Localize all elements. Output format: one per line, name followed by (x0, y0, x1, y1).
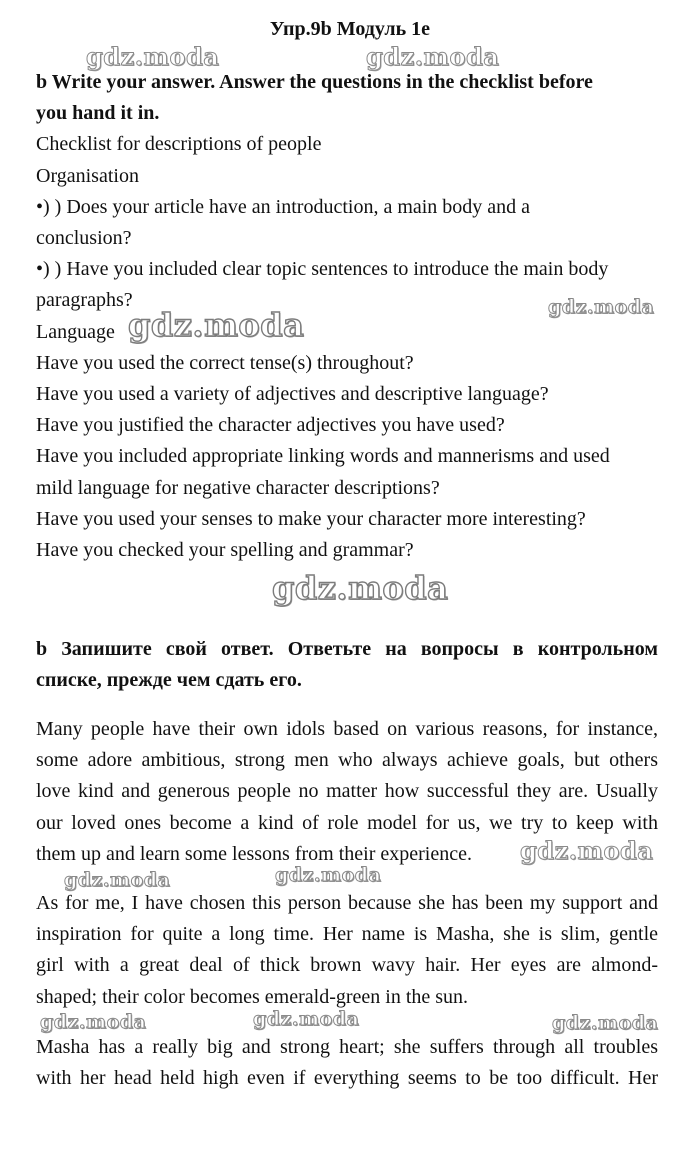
checklist-question: Have you included appropriate linking words and mannerisms and used (36, 445, 610, 468)
watermark: gdz.moda (128, 306, 305, 344)
watermark: gdz.moda (366, 42, 500, 71)
language-label: Language (36, 320, 115, 343)
checklist-title: Checklist for descriptions of people (36, 133, 322, 156)
essay-line: Many people have their own idols based on various reasons, for instance, (36, 718, 658, 740)
checklist-question: Have you used the correct tense(s) throughout? (36, 351, 414, 374)
essay-line: inspiration for quite a long time. Her name is Masha, she is slim, gentle (36, 923, 658, 946)
watermark: gdz.moda (548, 296, 655, 318)
essay-paragraph-2 (36, 888, 658, 1013)
essay-line: shaped; their color becomes emerald-green in the sun. (36, 985, 469, 1008)
watermark: gdz.moda (253, 1008, 360, 1030)
watermark: gdz.moda (520, 836, 654, 865)
essay-line: girl with a great deal of thick brown wavy hair. Her eyes are almond- (36, 954, 658, 977)
essay-line: our loved ones become a kind of role model for us, we try to keep with (36, 811, 658, 834)
russian-section (36, 634, 658, 696)
checklist-question: Have you used a variety of adjectives and descriptive language? (36, 383, 549, 406)
essay-line: Masha has a really big and strong heart; she suffers through all troubles (36, 1036, 658, 1058)
essay-paragraph-3 (36, 1032, 658, 1094)
russian-heading-line-2: списке, прежде чем сдать его. (36, 669, 302, 692)
watermark: gdz.moda (40, 1011, 147, 1033)
checklist-question: Have you justified the character adjectives you have used? (36, 414, 505, 437)
organisation-label: Organisation (36, 164, 139, 187)
org-item-2-line-1: •) ) Have you included clear topic sentences to introduce the main body (36, 258, 609, 281)
checklist-question: mild language for negative character descriptions? (36, 476, 440, 499)
essay-line: them up and learn some lessons from their experience. (36, 842, 472, 865)
page-title: Упр.9b Модуль 1е (269, 18, 431, 40)
org-item-1-line-2: conclusion? (36, 227, 132, 250)
checklist-question: Have you checked your spelling and grammar? (36, 539, 414, 562)
watermark: gdz.moda (552, 1012, 659, 1034)
essay-line: some adore ambitious, strong men who always achieve goals, but others (36, 749, 658, 772)
essay-line: with her head held high even if everything seems to be too difficult. Her (36, 1067, 658, 1090)
watermark: gdz.moda (272, 569, 449, 607)
org-item-2-line-2: paragraphs? (36, 289, 133, 312)
checklist-question: Have you used your senses to make your character more interesting? (36, 507, 586, 530)
watermark: gdz.moda (86, 42, 220, 71)
watermark: gdz.moda (275, 864, 382, 886)
watermark: gdz.moda (64, 869, 171, 891)
essay-line: As for me, I have chosen this person because she has been my support and (36, 892, 658, 914)
essay-line: love kind and generous people no matter how successful they are. Usually (36, 780, 658, 803)
task-heading-line-1: b Write your answer. Answer the questions in the checklist before (36, 71, 593, 93)
russian-heading-line-1: b Запишите свой ответ. Ответьте на вопросы в контрольном (36, 638, 658, 660)
task-heading-line-2: you hand it in. (36, 102, 160, 125)
org-item-1-line-1: •) ) Does your article have an introduction, a main body and a (36, 195, 531, 218)
